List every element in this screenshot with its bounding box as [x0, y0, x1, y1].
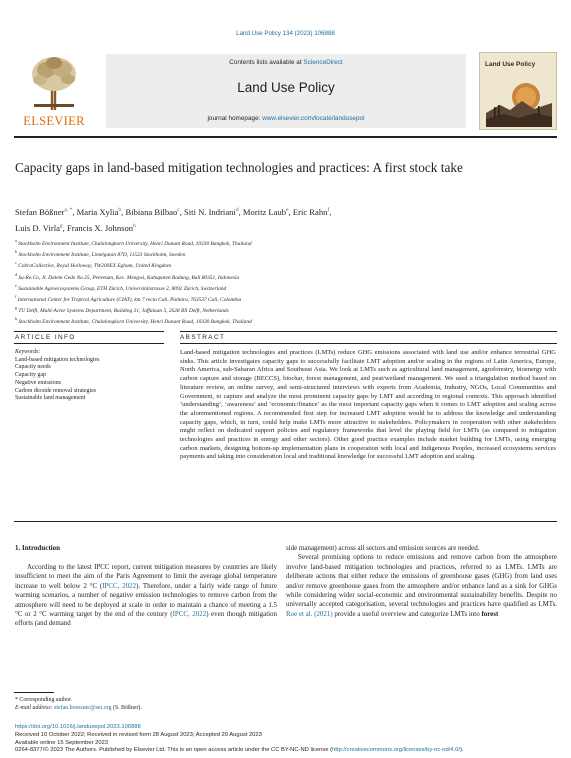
contents-prefix: Contents lists available at	[229, 59, 304, 66]
journal-masthead	[14, 52, 557, 132]
affiliation-item	[15, 315, 535, 326]
affiliation-text: Stockholm Environment Institute, Chulalongkorn University, Henri Dunant Road, 10330 Bangkok, Thailand	[18, 319, 252, 326]
affiliation-item	[15, 282, 535, 293]
keyword-item: Negative emissions	[15, 379, 61, 386]
header-rule	[14, 136, 557, 138]
article-info-rule-bottom	[14, 343, 164, 344]
author-affiliation-marker[interactable]: b	[118, 207, 122, 213]
keywords-block	[15, 349, 165, 403]
intro-paragraph: side management) across all sectors and emission sources are needed.	[286, 544, 480, 552]
license-text-end: ).	[459, 747, 464, 754]
affiliation-text: Stockholm Environment Institute, Chulalongkorn University, Henri Dunant Road, 10330 Bangkok, Thailand	[18, 240, 252, 247]
email-link[interactable]: stefan.boessner@sei.org	[54, 705, 112, 711]
sciencedirect-link[interactable]: ScienceDirect	[303, 59, 343, 66]
intro-text: ) even though mitigation efforts (and demand	[15, 610, 277, 628]
intro-paragraph	[286, 553, 557, 619]
keyword-item: Sustainable land management	[15, 395, 86, 402]
author-affiliation-marker[interactable]: e	[286, 207, 289, 213]
author-line-1	[15, 203, 535, 219]
affiliation-text: Sustainable Agroecosystems Group, ETH Zürich, Universitätstrasse 2, 8092 Zürich, Switzerland	[18, 285, 227, 292]
intro-text: Several promising options to reduce emissions and remove carbon from the atmosphere involve land-based mitigation technologies and practices, referred to as LMTs. LMTs are deliberate actions that either reduce the emissions of greenhouse gases (GHG) from land uses and/or remove greenhouse gases from the atmosphere and/or enhance land as a sink for GHGs while considering wider social-economic and environmental sustainability benefits. Despite no universally accepted categorisation, several technologies and practices have qualified as LMTs.	[286, 553, 557, 609]
journal-info-box	[106, 54, 466, 128]
cover-title: Land Use Policy	[485, 61, 536, 68]
abstract-rule	[180, 331, 557, 332]
affiliation-marker: a	[15, 238, 17, 243]
corresponding-author-label: * Corresponding author.	[15, 697, 73, 703]
elsevier-wordmark: ELSEVIER	[23, 114, 85, 128]
article-info-heading: ARTICLE INFO	[15, 334, 76, 341]
author-list	[15, 203, 535, 235]
introduction-left-column	[15, 563, 277, 629]
keyword-item: Capacity needs	[15, 364, 51, 371]
homepage-prefix: journal homepage:	[207, 115, 263, 122]
intro-text: ). Therefore, under a fairly wide range of future warming scenarios, a number of negative emission technologies to remove carbon from the atmosphere will need to be deployed at scale in order to maintain a chance of meeting a 1.5 °C or 2 °C warming target by the end of the century (	[15, 581, 277, 619]
intro-bold-text: forest	[481, 609, 499, 618]
author-affiliation-marker[interactable]: a, *	[64, 207, 73, 213]
author-separator: ,	[179, 206, 185, 217]
author-separator: ,	[238, 206, 243, 217]
journal-cover-thumbnail[interactable]	[479, 52, 557, 130]
journal-reference-link[interactable]: Land Use Policy 134 (2023) 106888	[236, 30, 335, 37]
received-dates: Received 10 October 2022; Received in revised form 28 August 2023; Accepted 29 August 2023	[15, 731, 262, 738]
author-affiliation-marker[interactable]: f	[327, 207, 330, 213]
article-title: Capacity gaps in land-based mitigation technologies and practices: A first stock take	[15, 160, 463, 175]
abstract-heading: ABSTRACT	[180, 334, 226, 341]
publication-info	[15, 724, 558, 755]
author-name[interactable]: Bibiana Bilbao	[125, 206, 178, 217]
affiliation-marker: f	[15, 294, 17, 300]
journal-title: Land Use Policy	[237, 80, 335, 95]
author-name[interactable]: Francis X. Johnson	[66, 222, 134, 233]
author-separator: ,	[72, 206, 77, 217]
introduction-heading: 1. Introduction	[15, 544, 60, 552]
affiliation-item	[15, 237, 535, 248]
homepage-line	[106, 115, 466, 122]
keywords-label: Keywords:	[15, 349, 41, 355]
author-name[interactable]: Siti N. Indriani	[184, 206, 236, 217]
keywords-list	[15, 357, 165, 403]
license-line	[15, 747, 558, 755]
author-name[interactable]: Stefan Bößner	[15, 206, 65, 217]
author-separator: ,	[121, 206, 126, 217]
affiliation-marker: e	[15, 282, 17, 288]
doi-link[interactable]: https://doi.org/10.1016/j.landusepol.2023.106888	[15, 724, 141, 730]
footnote-rule	[14, 692, 54, 693]
affiliation-text: International Center for Tropical Agriculture (CIAT), km 7 recta Cali, Palmira, 763537 Cali, Colombia	[17, 296, 242, 303]
journal-homepage-link[interactable]: www.elsevier.com/locate/landusepol	[262, 115, 365, 122]
affiliation-marker: c	[15, 260, 17, 266]
cover-landscape-image	[486, 79, 552, 127]
abstract-text: Land-based mitigation technologies and practices (LMTs) reduce GHG emissions associated with land use and/or enhance terrestrial GHG sinks. This article investigates capacity gaps to successfully facilitate LMT adoption and/or scaling in the regions of Latin America, Europe, North America, sub-Saharan Africa and Southeast Asia. We look at LMTs such as agricultural land management, agroforestry, bioenergy with carbon capture and storage (BECCS), biochar, forest management, and peat/wetland management. We used a triangulation method based on literature review, an online survey, and semi-structured interviews with experts from Academia, Industry, NGOs, Local Communities and Government, to capture and analyze the most prominent capacity gaps by LMT and according to regional contexts. This approach identified ‘understanding’, ‘awareness’ and ‘economic/finance’ as the most important capacity gaps when it comes to LMT adoption and scaling across the aforementioned regions. A recommended first step for increased LMT adoption would be to address the knowledge and understanding capacity gaps, which, in turn, could help make LMTs more attractive to stakeholders. Policymakers in cooperation with other stakeholders might reflect on dedicated support policies and regulatory frameworks that level the playing field for LMTs (as compared to mitigation technologies and practices in energy and other sectors). Other good practice examples include market building for LMTs, using emerging carbon markets, designing bottom-up implementation plans in cooperation with local and Indigenous Peoples, increased ecosystems services payments and taking into consideration local and traditional knowledge for successful LMT adoption and scaling.	[180, 349, 556, 461]
affiliation-marker: d	[15, 271, 17, 277]
elsevier-tree-icon	[28, 54, 80, 112]
affiliation-item	[15, 293, 535, 304]
email-label: E-mail address:	[15, 705, 55, 711]
keyword-item: Capacity gap	[15, 372, 46, 379]
author-affiliation-marker[interactable]: d	[235, 207, 239, 213]
elsevier-logo[interactable]	[14, 52, 94, 130]
license-link[interactable]: http://creativecommons.org/licenses/by-nc-nd/4.0/	[332, 747, 460, 754]
intro-text: According to the latest IPCC report, current mitigation measures by countries are likely insufficient to meet the aim of the Paris Agreement to limit the average global temperature increase to well below 2 °C (	[15, 563, 277, 590]
author-name[interactable]: Maria Xylia	[76, 206, 119, 217]
affiliation-item	[15, 271, 535, 282]
author-separator: ,	[288, 206, 293, 217]
author-name[interactable]: Luis D. Virla	[15, 222, 60, 233]
author-separator: ,	[62, 222, 67, 233]
available-online-date: Available online 15 September 2023	[15, 739, 109, 746]
affiliation-text: TU Delft, Multi-Actor Systems Department, Building 31, Jaffalaan 5, 2628 BX Delft, Netherlands	[18, 308, 229, 315]
citation-link[interactable]: Roe et al. (2021)	[286, 609, 333, 618]
introduction-right-column	[286, 544, 557, 619]
citation-link[interactable]: IPCC, 2022	[172, 610, 207, 619]
affiliation-marker: g	[15, 305, 17, 311]
author-separator: ,	[329, 206, 332, 217]
abstract-end-rule	[14, 521, 557, 522]
author-affiliation-marker[interactable]: c	[177, 207, 180, 213]
keyword-item: Land-based mitigation technologies	[15, 356, 100, 363]
corresponding-author-footnote	[15, 696, 295, 712]
article-info-rule	[14, 331, 164, 332]
affiliation-marker: b	[15, 249, 17, 255]
contents-line	[106, 59, 466, 66]
affiliation-item	[15, 248, 535, 259]
affiliation-text: CobraCollective, Royal Holloway, TW200EX Egham, United Kingdom	[18, 263, 172, 270]
email-line	[15, 704, 295, 712]
author-line-2	[15, 219, 535, 235]
intro-text: provide a useful overview and categorize LMTs into	[332, 609, 482, 618]
affiliation-text: Su-Re.Co, Jl. Dalem Gede No.25, Penrenan, Kec. Mengwi, Kabupaten Badung, Bali 80351, Indonesia	[18, 274, 240, 281]
affiliation-marker: h	[15, 316, 17, 322]
affiliation-item	[15, 304, 535, 315]
author-affiliation-marker[interactable]: h	[133, 222, 136, 229]
email-suffix: (S. Bößner).	[111, 705, 142, 711]
affiliation-item	[15, 259, 535, 270]
citation-link[interactable]: IPCC, 2022	[102, 581, 137, 590]
keyword-item: Carbon dioxide removal strategies	[15, 387, 96, 394]
affiliation-list	[15, 237, 535, 327]
affiliation-text: Stockholm Environment Institute, Linnégatan 87D, 11523 Stockholm, Sweden	[18, 252, 186, 258]
author-affiliation-marker[interactable]: g	[59, 222, 63, 229]
abstract-rule-bottom	[180, 343, 557, 344]
author-name[interactable]: Moritz Laub	[242, 206, 287, 217]
license-text: 0264-8377/© 2023 The Authors. Published by Elsevier Ltd. This is an open access article under the CC BY-NC-ND license (	[15, 747, 333, 754]
author-name[interactable]: Eric Rahn	[292, 206, 328, 217]
